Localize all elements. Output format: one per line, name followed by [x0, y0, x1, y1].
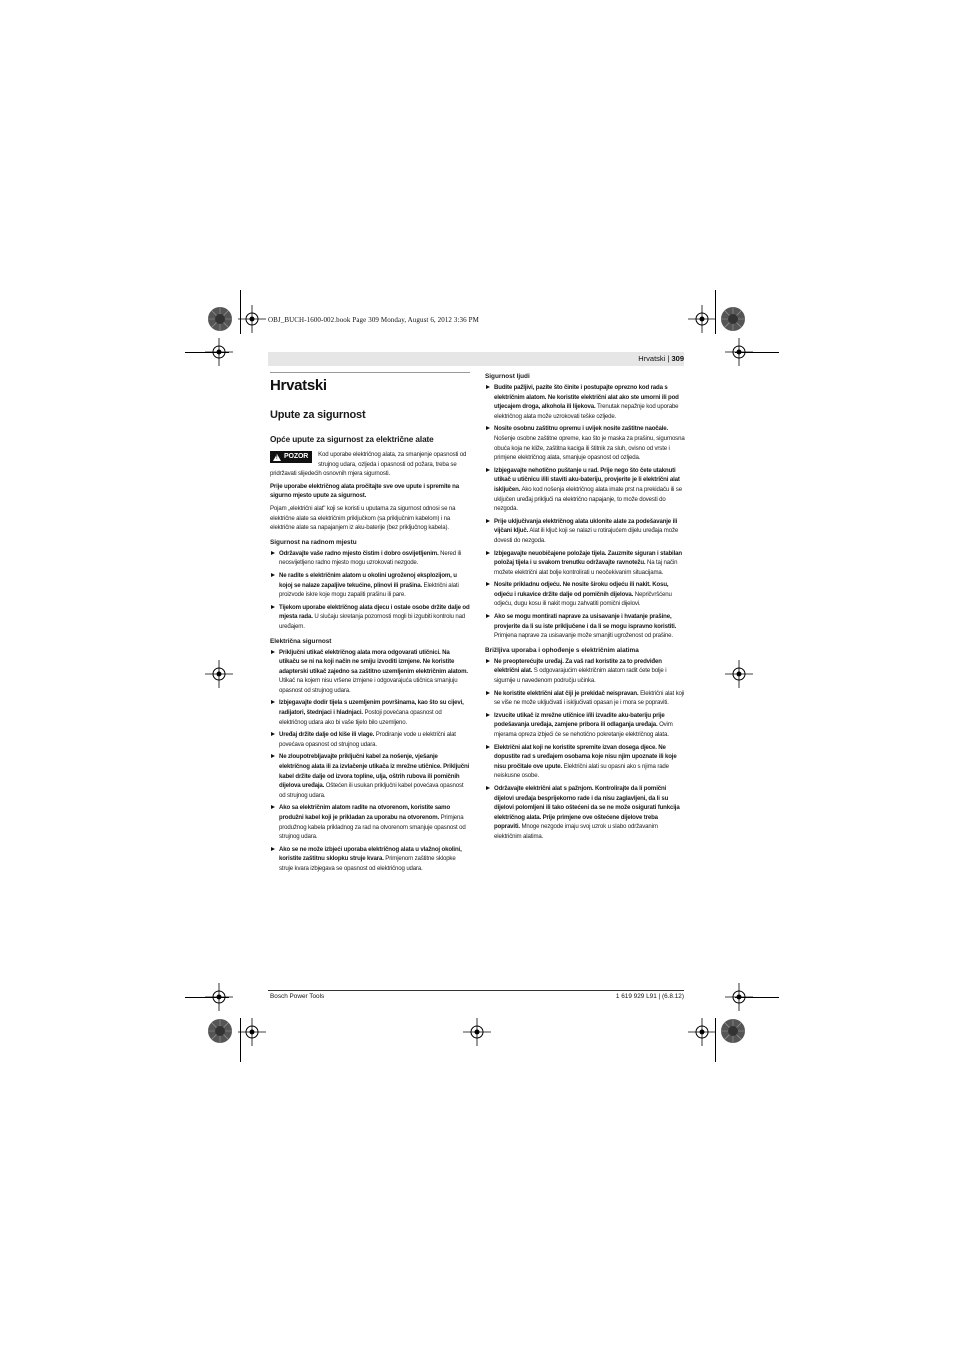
- item-bold-text: Ako se mogu montirati naprave za usisavanje i hvatanje prašine, provjerite da li su iste priključene i da li se mogu ispravno koristiti.: [494, 613, 677, 630]
- subsection-heading: Električna sigurnost: [270, 637, 332, 645]
- bullet-arrow-icon: [486, 385, 490, 389]
- item-bold-text: Nosite osobnu zaštitnu opremu i uvijek nosite zaštitne naočale.: [494, 425, 669, 433]
- safety-heading: Upute za sigurnost: [270, 409, 366, 421]
- item-text: Oštećen ili usukan priključni kabel povećava opasnost od strujnog udara.: [279, 782, 464, 799]
- item-text: Primjena produžnog kabela prikladnog za rad na otvorenom smanjuje opasnost od strujnog udara.: [279, 814, 466, 841]
- item-text: Ovim mjerama opreza izbjeći će se nehotično pokretanje električnog alata.: [494, 721, 673, 738]
- bullet-arrow-icon: [486, 426, 490, 430]
- list-item: [270, 845, 470, 874]
- item-text: Mnoge nezgode imaju svoj uzrok u slabo održavanim električnim alatima.: [494, 823, 658, 840]
- bullet-arrow-icon: [271, 700, 275, 704]
- item-bold-text: Uređaj držite dalje od kiše ili vlage.: [279, 731, 375, 739]
- item-bold-text: Električni alat koji ne koristite spremite izvan dosega djece. Ne dopustite rad s uređajem osobama koje nisu njim upoznate ili koje nisu pročitale ove upute.: [494, 743, 677, 770]
- item-text: Električni alat koji se više ne može uključivati i isključivati opasan je i mora se popraviti.: [494, 689, 685, 707]
- registration-mark-icon: [205, 983, 233, 1011]
- bullet-arrow-icon: [486, 659, 490, 663]
- item-text: Trenutak nepažnje kod uporabe električnog alata može uzrokovati teške ozljede.: [494, 403, 679, 420]
- footer-brand: Bosch Power Tools: [270, 993, 325, 1000]
- general-heading: Opće upute za sigurnost za električne alate: [270, 435, 434, 444]
- item-text: Ako kod nošenja električnog alata imate prst na prekidaču ili se uključen uređaj priključi na električno napajanje, to može dovesti do nezgoda.: [494, 485, 682, 513]
- section-name: Hrvatski: [638, 354, 666, 363]
- bullet-arrow-icon: [486, 468, 490, 472]
- list-item: [270, 603, 470, 632]
- item-bold-text: Priključni utikač električnog alata mora odgovarati utičnici. Na utikaču se ni na koji način ne smiju izvoditi izmjene. Ne koristite adapterski utikač zajedno sa zaštitno uzemljenim električnim alatom.: [279, 648, 468, 675]
- list-item: [485, 383, 685, 421]
- list-item: [485, 711, 685, 740]
- item-text: Prodiranje vode u električni alat povećava opasnost od strujnog udara.: [279, 731, 456, 748]
- color-target-icon: [207, 1018, 233, 1044]
- bullet-arrow-icon: [271, 805, 275, 809]
- item-bold-text: Održavajte električni alat s pažnjom. Kontrolirajte da li pomični dijelovi uređaja besprijekorno rade i da nisu zaglavljeni, da li su dijelovi polomljeni ili tako oštećeni da se ne može osigurati funkcija električnog alata. Prije primjene ove oštećene dijelove treba popraviti.: [494, 784, 680, 831]
- bullet-arrow-icon: [271, 650, 275, 654]
- bullet-arrow-icon: [271, 732, 275, 736]
- list-item: [485, 549, 685, 578]
- list-item: [270, 698, 470, 727]
- registration-mark-icon: [725, 338, 753, 366]
- bullet-arrow-icon: [271, 551, 275, 555]
- bullet-arrow-icon: [486, 582, 490, 586]
- item-bold-text: Održavajte vaše radno mjesto čistim i dobro osvijetljenim.: [279, 549, 439, 557]
- footer-rule: [268, 990, 684, 991]
- list-item: [485, 657, 685, 686]
- item-bold-text: Prije uključivanja električnog alata uklonite alate za podešavanje ili vijčani ključ.: [494, 517, 678, 535]
- warning-icon: !: [273, 454, 281, 461]
- registration-mark-icon: [238, 305, 266, 333]
- title-rule: [270, 372, 470, 373]
- item-bold-text: Ne radite s električnim alatom u okolini ugroženoj eksplozijom, u kojoj se nalaze zapaljive tekućine, plinovi ili prašina.: [279, 571, 457, 589]
- warning-badge: [270, 451, 312, 463]
- bullet-list: [270, 549, 470, 632]
- color-target-icon: [720, 1018, 746, 1044]
- registration-mark-icon: [725, 983, 753, 1011]
- registration-mark-icon: [725, 660, 753, 688]
- page-title: Hrvatski: [270, 377, 327, 394]
- warning-text: Kod uporabe električnog alata, za smanjenje opasnosti od strujnog udara, ozljeda i opasnosti od požara, treba se pridržavati slijedećih osnovnih mjera sigurnosti.: [270, 451, 467, 478]
- right-column: [485, 372, 685, 845]
- list-item: [485, 689, 685, 708]
- left-sections: [270, 538, 470, 874]
- bullet-arrow-icon: [486, 713, 490, 717]
- registration-mark-icon: [463, 1018, 491, 1046]
- bullet-arrow-icon: [271, 605, 275, 609]
- list-item: [485, 784, 685, 842]
- registration-mark-icon: [688, 305, 716, 333]
- item-text: Primjena naprave za usisavanje može smanjiti ugroženost od prašine.: [494, 632, 673, 640]
- list-item: [485, 612, 685, 641]
- list-item: [485, 743, 685, 781]
- item-bold-text: Ako sa električnim alatom radite na otvorenom, koristite samo produžni kabel koji je prikladan za uporabu na otvorenom.: [279, 804, 451, 821]
- item-bold-text: Ne zloupotrebljavajte priključni kabel za nošenje, vješanje električnog alata ili za izvlačenje utikača iz mrežne utičnice. Priključni kabel držite dalje od izvora topline, ulja, oštrih rubova ili pomičnih dijelova uređaja.: [279, 753, 470, 790]
- item-text: Na taj način možete električni alat bolje kontrolirati u neočekivanim situacijama.: [494, 559, 678, 576]
- color-target-icon: [720, 306, 746, 332]
- intro-text: Pojam „električni alat" koji se koristi u uputama za sigurnost odnosi se na električne alate sa električnim priključkom (sa priključnim kabelom) i na električne alate sa napajanjem iz aku-baterije (bez priključnog kabela).: [270, 504, 456, 532]
- bullet-arrow-icon: [486, 519, 490, 523]
- item-text: Električni alati su opasni ako s njima rade neiskusne osobe.: [494, 762, 669, 780]
- item-bold-text: Budite pažljivi, pazite što činite i postupajte oprezno kod rada s električnim alatom. Ne koristite električni alat ako ste umorni ili pod utjecajem droga, alkohola ili lijekova.: [494, 384, 679, 411]
- bullet-arrow-icon: [271, 573, 275, 577]
- item-bold-text: Tijekom uporabe električnog alata djecu i ostale osobe držite dalje od mjesta rada.: [279, 603, 470, 621]
- list-item: [485, 424, 685, 462]
- item-text: Primjenom zaštitne sklopke struje kvara izbjegava se opasnost od električnog udara.: [279, 855, 456, 872]
- bullet-arrow-icon: [486, 745, 490, 749]
- header-separator: |: [667, 354, 670, 363]
- item-bold-text: Izvucite utikač iz mrežne utičnice i/ili izvadite aku-bateriju prije podešavanja uređaja, zamjene pribora ili odlaganja uređaja.: [494, 711, 665, 729]
- list-item: [270, 752, 470, 800]
- list-item: [485, 517, 685, 546]
- subsection-heading: Sigurnost ljudi: [485, 373, 530, 380]
- bullet-arrow-icon: [271, 847, 275, 851]
- bullet-list: [485, 383, 685, 641]
- item-text: Alat ili ključ koji se nalazi u rotirajućem dijelu uređaja može dovesti do nezgoda.: [494, 527, 679, 544]
- item-text: Nošenje osobne zaštitne opreme, kao što je maska za prašinu, sigurnosna obuća koja ne kliže, zaštitna kaciga ili štitnik za sluh, ovisno od vrste i primjene električnog alata, smanjuje opasnost od ozljeda.: [494, 434, 685, 462]
- subsection-heading: Sigurnost na radnom mjestu: [270, 538, 357, 546]
- page-number: 309: [671, 354, 684, 363]
- bullet-arrow-icon: [486, 551, 490, 555]
- item-text: Postoji povećana opasnost od električnog udara ako bi vaše tijelo bilo uzemljeno.: [279, 709, 442, 726]
- right-sections: [485, 372, 685, 842]
- item-text: Nered ili neosvijetljeno radno mjesto mogu uzrokovati nezgode.: [279, 549, 462, 567]
- bullet-arrow-icon: [486, 614, 490, 618]
- page-header: [638, 354, 684, 363]
- item-bold-text: Ne koristite električni alat čiji je prekidač neispravan.: [494, 689, 639, 697]
- list-item: [270, 730, 470, 749]
- registration-mark-icon: [688, 1018, 716, 1046]
- item-bold-text: Ako se ne može izbjeći uporaba električnog alata u vlažnoj okolini, koristite zaštitnu sklopku struje kvara.: [279, 845, 462, 863]
- item-bold-text: Izbjegavajte nehotično puštanje u rad. Prije nego što čete utaknuti utikač u utičnicu i/ili staviti aku-bateriju, provjerite je li električni alat isključen.: [494, 466, 680, 493]
- item-text: Električni alati proizvode iskre koje mogu zapaliti prašinu ili pare.: [279, 581, 459, 599]
- bullet-arrow-icon: [271, 754, 275, 758]
- item-text: Nepričvršćenu odjeću, dugu kosu ili nakit mogu zahvatiti pomični dijelovi.: [494, 590, 672, 608]
- warning-block: [270, 450, 470, 479]
- list-item: [270, 549, 470, 568]
- page-header-band: [268, 352, 684, 366]
- list-item: [270, 571, 470, 600]
- registration-mark-icon: [238, 1018, 266, 1046]
- list-item: [270, 803, 470, 841]
- item-bold-text: Izbjegavajte dodir tijela s uzemljenim površinama, kao što su cijevi, radijatori, štednjaci i hladnjaci.: [279, 699, 464, 717]
- bullet-arrow-icon: [486, 786, 490, 790]
- item-bold-text: Ne preopterećujte uređaj. Za vaš rad koristite za to predviđen električni alat.: [494, 657, 662, 675]
- book-header: OBJ_BUCH-1600-002.book Page 309 Monday, August 6, 2012 3:36 PM: [268, 316, 479, 324]
- item-text: S odgovarajućim električnim alatom radit ćete bolje i sigurnije u navedenom području učinka.: [494, 667, 667, 685]
- footer-docnumber: 1 619 929 L91 | (6.8.12): [615, 993, 684, 1000]
- warning-badge-label: POZOR: [284, 453, 309, 460]
- color-target-icon: [207, 306, 233, 332]
- list-item: [485, 580, 685, 609]
- intro-bold: Prije uporabe električnog alata pročitajte sve ove upute i spremite na sigurno mjesto upute za sigurnost.: [270, 482, 459, 500]
- item-text: U slučaju skretanja pozornosti mogli bi izgubiti kontrolu nad uređajem.: [279, 613, 466, 630]
- list-item: [270, 648, 470, 696]
- left-column: [270, 372, 470, 877]
- item-bold-text: Nosite prikladnu odjeću. Ne nosite široku odjeću ili nakit. Kosu, odjeću i rukavice držite dalje od pomičnih dijelova.: [494, 581, 669, 598]
- registration-mark-icon: [205, 660, 233, 688]
- list-item: [485, 466, 685, 514]
- bullet-list: [270, 648, 470, 874]
- bullet-list: [485, 657, 685, 842]
- bullet-arrow-icon: [486, 691, 490, 695]
- subsection-heading: Brižljiva uporaba i ophođenje s električnim alatima: [485, 646, 639, 654]
- item-bold-text: Izbjegavajte neuobičajene položaje tijela. Zauzmite siguran i stabilan položaj tijela i u svakom trenutku održavajte ravnotežu.: [494, 549, 682, 567]
- registration-mark-icon: [205, 338, 233, 366]
- item-text: Utikač na kojem nisu vršene izmjene i odgovarajuća utičnica smanjuju opasnost od strujnog udara.: [279, 677, 458, 694]
